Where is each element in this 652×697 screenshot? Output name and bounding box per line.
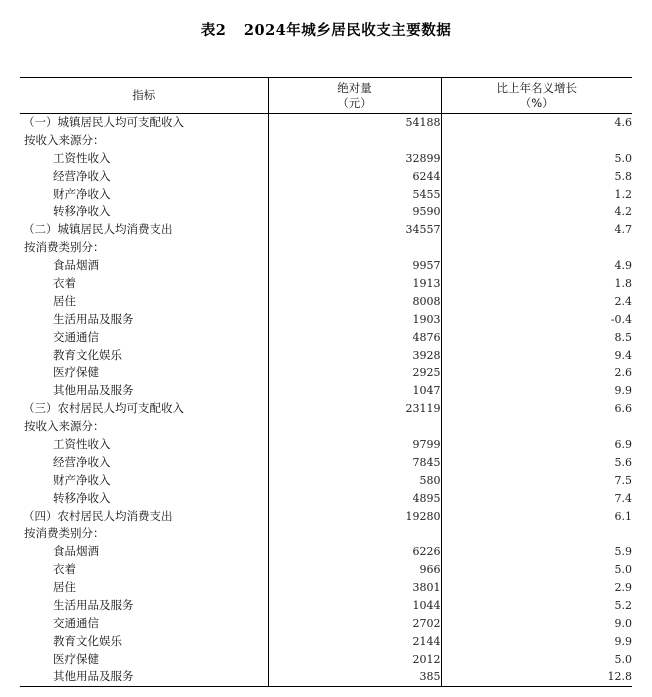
header-indicator	[20, 78, 268, 114]
table-row	[20, 543, 632, 561]
table-title	[0, 19, 652, 40]
header-growth-unit: （%）	[519, 95, 554, 110]
table-row	[20, 131, 632, 149]
absolute-value-cell: 2925	[268, 364, 441, 382]
absolute-value-cell: 1913	[268, 275, 441, 293]
row-item-label: 交通通信	[53, 329, 99, 344]
growth-rate-cell: 4.9	[441, 257, 632, 275]
growth-rate-cell: 5.8	[441, 167, 632, 185]
growth-rate-cell: 9.9	[441, 632, 632, 650]
row-item-label: 经营净收入	[53, 454, 111, 469]
row-category-label: （二）城镇居民人均消费支出	[23, 222, 173, 237]
row-item-label: 居住	[53, 580, 76, 595]
row-item-label: 经营净收入	[53, 168, 111, 183]
table-row	[20, 257, 632, 275]
table-row	[20, 579, 632, 597]
table-row	[20, 328, 632, 346]
absolute-value-cell: 3801	[268, 579, 441, 597]
row-item-label: 其他用品及服务	[53, 383, 134, 398]
row-category-label: （四）农村居民人均消费支出	[23, 508, 173, 523]
row-group-label: 按收入来源分：	[24, 132, 105, 147]
absolute-value-cell: 9957	[268, 257, 441, 275]
row-item-label: 工资性收入	[53, 150, 111, 165]
absolute-value-cell: 1047	[268, 382, 441, 400]
absolute-value-cell: 385	[268, 668, 441, 686]
header-indicator-label: 指标	[132, 88, 156, 102]
absolute-value-cell: 2012	[268, 650, 441, 668]
row-item-label: 居住	[53, 293, 76, 308]
table-row	[20, 650, 632, 668]
table-row	[20, 418, 632, 436]
absolute-value-cell: 4895	[268, 489, 441, 507]
table-row	[20, 632, 632, 650]
row-group-label: 按收入来源分：	[24, 419, 105, 434]
absolute-value-cell: 4876	[268, 328, 441, 346]
growth-rate-cell	[441, 418, 632, 436]
table-row	[20, 364, 632, 382]
row-item-label: 教育文化娱乐	[53, 633, 122, 648]
growth-rate-cell: 4.2	[441, 203, 632, 221]
table-title-text: 2024年城乡居民收支主要数据	[243, 22, 452, 39]
absolute-value-cell: 34557	[268, 221, 441, 239]
absolute-value-cell: 9590	[268, 203, 441, 221]
absolute-value-cell: 8008	[268, 292, 441, 310]
growth-rate-cell: 5.0	[441, 650, 632, 668]
absolute-value-cell: 1044	[268, 597, 441, 615]
table-row	[20, 453, 632, 471]
growth-rate-cell: 12.8	[441, 668, 632, 686]
absolute-value-cell: 54188	[268, 114, 441, 132]
growth-rate-cell: 4.7	[441, 221, 632, 239]
table-row	[20, 149, 632, 167]
header-absolute-unit: （元）	[337, 95, 372, 110]
table-row	[20, 668, 632, 686]
table-row	[20, 310, 632, 328]
absolute-value-cell	[268, 131, 441, 149]
row-item-label: 医疗保健	[53, 651, 99, 666]
growth-rate-cell: 4.6	[441, 114, 632, 132]
absolute-value-cell: 580	[268, 471, 441, 489]
row-category-label: （一）城镇居民人均可支配收入	[23, 115, 184, 130]
absolute-value-cell	[268, 418, 441, 436]
absolute-value-cell: 5455	[268, 185, 441, 203]
row-item-label: 衣着	[53, 562, 76, 577]
table-row	[20, 114, 632, 132]
growth-rate-cell: 5.9	[441, 543, 632, 561]
growth-rate-cell: 2.4	[441, 292, 632, 310]
table-row	[20, 400, 632, 418]
growth-rate-cell: 5.6	[441, 453, 632, 471]
absolute-value-cell: 1903	[268, 310, 441, 328]
absolute-value-cell: 2144	[268, 632, 441, 650]
row-item-label: 转移净收入	[53, 204, 111, 219]
table-number: 表2	[200, 22, 227, 39]
growth-rate-cell: 6.9	[441, 436, 632, 454]
table-row	[20, 597, 632, 615]
growth-rate-cell: 5.0	[441, 149, 632, 167]
table-row	[20, 489, 632, 507]
growth-rate-cell: 7.5	[441, 471, 632, 489]
row-item-label: 衣着	[53, 275, 76, 290]
absolute-value-cell: 23119	[268, 400, 441, 418]
table-row	[20, 507, 632, 525]
absolute-value-cell: 32899	[268, 149, 441, 167]
header-absolute	[268, 78, 441, 114]
table-row	[20, 167, 632, 185]
row-item-label: 财产净收入	[53, 472, 111, 487]
income-expenditure-table	[20, 77, 632, 687]
table-row	[20, 203, 632, 221]
growth-rate-cell: 9.0	[441, 614, 632, 632]
table-body	[20, 114, 632, 687]
absolute-value-cell: 6244	[268, 167, 441, 185]
table-header	[20, 78, 632, 114]
row-item-label: 食品烟酒	[53, 544, 99, 559]
growth-rate-cell: 5.0	[441, 561, 632, 579]
absolute-value-cell: 6226	[268, 543, 441, 561]
absolute-value-cell	[268, 239, 441, 257]
growth-rate-cell: 1.8	[441, 275, 632, 293]
header-growth-line1: 比上年名义增长	[496, 80, 577, 95]
table-row	[20, 561, 632, 579]
absolute-value-cell: 2702	[268, 614, 441, 632]
row-item-label: 其他用品及服务	[53, 669, 134, 684]
absolute-value-cell: 19280	[268, 507, 441, 525]
row-item-label: 交通通信	[53, 615, 99, 630]
row-group-label: 按消费类别分：	[24, 240, 105, 255]
absolute-value-cell: 966	[268, 561, 441, 579]
header-growth	[441, 78, 632, 114]
row-item-label: 转移净收入	[53, 490, 111, 505]
growth-rate-cell	[441, 239, 632, 257]
growth-rate-cell: -0.4	[441, 310, 632, 328]
growth-rate-cell: 7.4	[441, 489, 632, 507]
absolute-value-cell: 7845	[268, 453, 441, 471]
table-row	[20, 292, 632, 310]
row-item-label: 财产净收入	[53, 186, 111, 201]
growth-rate-cell: 5.2	[441, 597, 632, 615]
row-item-label: 教育文化娱乐	[53, 347, 122, 362]
growth-rate-cell	[441, 131, 632, 149]
table-row	[20, 382, 632, 400]
table-row	[20, 239, 632, 257]
absolute-value-cell: 3928	[268, 346, 441, 364]
growth-rate-cell: 2.9	[441, 579, 632, 597]
table-row	[20, 436, 632, 454]
row-category-label: （三）农村居民人均可支配收入	[23, 401, 184, 416]
table-row	[20, 471, 632, 489]
growth-rate-cell: 8.5	[441, 328, 632, 346]
row-item-label: 生活用品及服务	[53, 597, 134, 612]
growth-rate-cell: 9.9	[441, 382, 632, 400]
table-row	[20, 525, 632, 543]
growth-rate-cell: 9.4	[441, 346, 632, 364]
row-item-label: 医疗保健	[53, 365, 99, 380]
growth-rate-cell: 1.2	[441, 185, 632, 203]
row-item-label: 工资性收入	[53, 436, 111, 451]
row-item-label: 生活用品及服务	[53, 311, 134, 326]
table-row	[20, 185, 632, 203]
absolute-value-cell: 9799	[268, 436, 441, 454]
table-row	[20, 614, 632, 632]
growth-rate-cell: 6.6	[441, 400, 632, 418]
row-group-label: 按消费类别分：	[24, 526, 105, 541]
table-row	[20, 275, 632, 293]
row-item-label: 食品烟酒	[53, 258, 99, 273]
growth-rate-cell	[441, 525, 632, 543]
growth-rate-cell: 6.1	[441, 507, 632, 525]
absolute-value-cell	[268, 525, 441, 543]
header-absolute-line1: 绝对量	[337, 80, 372, 95]
growth-rate-cell: 2.6	[441, 364, 632, 382]
table-row	[20, 346, 632, 364]
table-row	[20, 221, 632, 239]
